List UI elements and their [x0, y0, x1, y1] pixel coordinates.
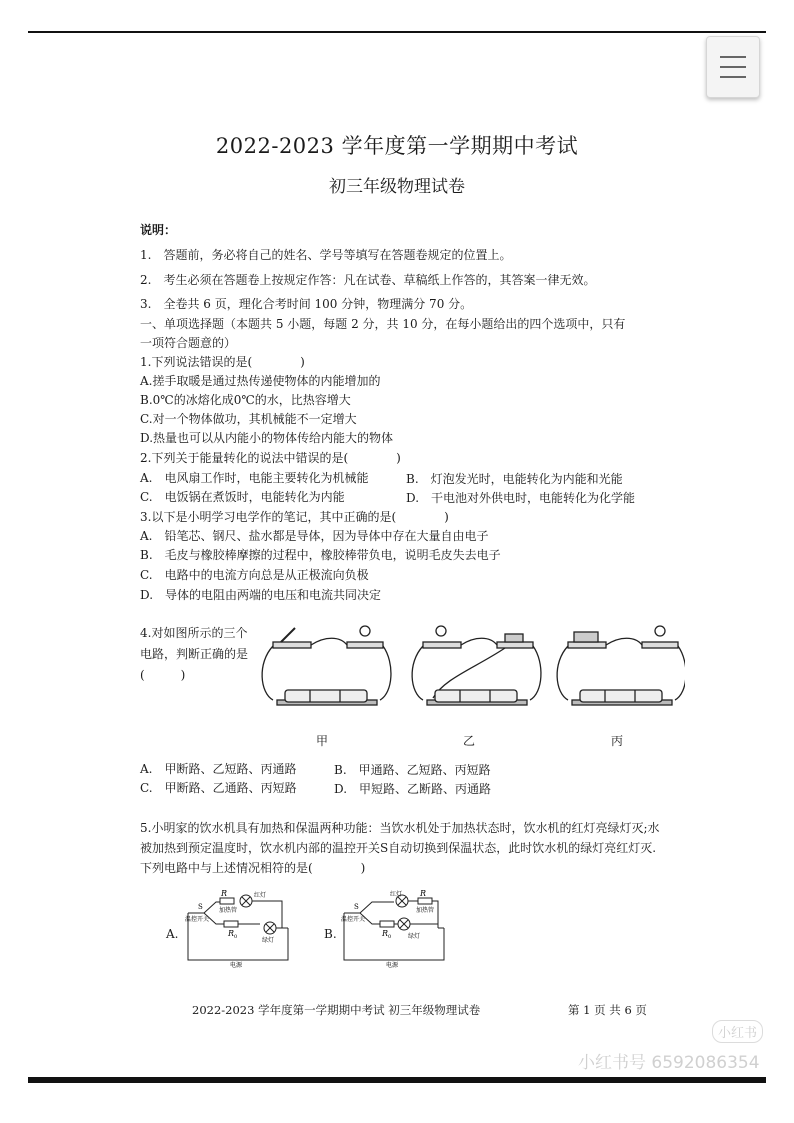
option-label-a: A. [166, 927, 179, 941]
menu-bar-icon [720, 56, 746, 58]
menu-bar-icon [720, 76, 746, 78]
instruction-item: 3. 全卷共 6 页，理化合考时间 100 分钟，物理满分 70 分。 [140, 297, 473, 311]
red-lamp-label: 红灯 [390, 891, 403, 898]
option: C.对一个物体做功，其机械能不一定增大 [140, 412, 357, 426]
option: B. 毛皮与橡胶棒摩擦的过程中，橡胶棒带负电，说明毛皮失去电子 [140, 548, 501, 562]
watermark-logo: 小红书 [712, 1020, 763, 1043]
red-lamp-label: 红灯 [254, 892, 267, 899]
footer-title: 2022-2023 学年度第一学期期中考试 初三年级物理试卷 [192, 1003, 481, 1017]
resistor-r-label: R [221, 889, 228, 898]
section-heading: 一、单项选择题（本题共 5 小题，每题 2 分，共 10 分，在每小题给出的四个选项中，只有 [140, 317, 626, 331]
resistor-r0-subscript: 0 [388, 934, 392, 940]
question-stem: 2.下列关于能量转化的说法中错误的是( ) [140, 451, 401, 465]
question-stem: 1.下列说法错误的是( ) [140, 355, 305, 369]
thermo-switch-label: 温控开关 [185, 916, 210, 923]
hamburger-menu-button[interactable] [706, 36, 760, 98]
option: D. 甲短路、乙断路、丙通路 [334, 782, 492, 796]
question-stem: 3.以下是小明学习电学作的笔记，其中正确的是( ) [140, 510, 449, 524]
instruction-item: 2. 考生必须在答题卷上按规定作答：凡在试卷、草稿纸上作答的，其答案一律无效。 [140, 273, 596, 287]
option: C. 电饭锅在煮饭时，电能转化为内能 [140, 490, 345, 504]
top-rule [28, 31, 766, 33]
menu-bar-icon [720, 66, 746, 68]
option: C. 甲断路、乙通路、丙短路 [140, 781, 297, 795]
option: B.0℃的冰熔化成0℃的水，比热容增大 [140, 393, 351, 407]
resistor-r0-label: R [228, 929, 235, 938]
option: A. 甲断路、乙短路、丙通路 [140, 762, 297, 776]
page-number: 第 1 页 共 6 页 [568, 1003, 647, 1017]
green-lamp-label: 绿灯 [408, 933, 421, 940]
circuit-yi [412, 626, 541, 705]
heater-label: 加热管 [219, 907, 238, 914]
instruction-item: 1. 答题前，务必将自己的姓名、学号等填写在答题卷规定的位置上。 [140, 248, 512, 262]
resistor-r-label: R [420, 889, 427, 898]
page-subtitle: 初三年级物理试卷 [329, 177, 465, 197]
section-heading-cont: 一项符合题意的） [140, 336, 237, 350]
option: B. 灯泡发光时，电能转化为内能和光能 [406, 472, 623, 486]
instructions-heading: 说明： [140, 223, 177, 237]
circuit-figure-q4 [255, 618, 685, 723]
power-label: 电源 [386, 962, 399, 969]
figure-label-yi: 乙 [463, 734, 476, 748]
option: A. 电风扇工作时，电能主要转化为机械能 [140, 471, 369, 485]
switch-s-label: S [354, 903, 359, 911]
thermo-switch-label: 温控开关 [341, 916, 366, 923]
power-label: 电源 [230, 962, 243, 969]
bottom-rule [28, 1077, 766, 1083]
switch-s-label: S [198, 903, 203, 911]
watermark-id: 小红书号 6592086354 [578, 1053, 760, 1073]
resistor-r0-subscript: 0 [234, 934, 238, 940]
option: D. 导体的电阻由两端的电压和电流共同决定 [140, 588, 382, 602]
option: B. 甲通路、乙短路、丙短路 [334, 763, 491, 777]
option-label-b: B. [324, 927, 337, 941]
figure-label-jia: 甲 [316, 734, 329, 748]
page-title: 2022-2023 学年度第一学期期中考试 [215, 134, 579, 158]
figure-label-bing: 丙 [611, 734, 624, 748]
circuit-diagram-b [340, 888, 450, 970]
circuit-jia [262, 626, 391, 705]
question-stem: 5.小明家的饮水机具有加热和保温两种功能：当饮水机处于加热状态时，饮水机的红灯亮绿灯灭;水被加热到预定温度时，饮水机内部的温控开关S自动切换到保温状态，此时饮水机的绿灯亮红灯灭.下列电路中与上述情况相符的是( ) [140, 821, 660, 875]
option: A.搓手取暖是通过热传递使物体的内能增加的 [140, 374, 381, 388]
option: A. 铅笔芯、钢尺、盐水都是导体，因为导体中存在大量自由电子 [140, 529, 489, 543]
circuit-diagram-a [184, 888, 294, 970]
circuit-bing [557, 626, 685, 705]
option: C. 电路中的电流方向总是从正极流向负极 [140, 568, 369, 582]
heater-label: 加热管 [416, 907, 435, 914]
question-stem: 4.对如图所示的三个电路，判断正确的是( ) [140, 626, 249, 682]
resistor-r0-label: R [382, 929, 389, 938]
option: D. 干电池对外供电时，电能转化为化学能 [406, 491, 636, 505]
green-lamp-label: 绿灯 [262, 937, 275, 944]
option: D.热量也可以从内能小的物体传给内能大的物体 [140, 431, 394, 445]
